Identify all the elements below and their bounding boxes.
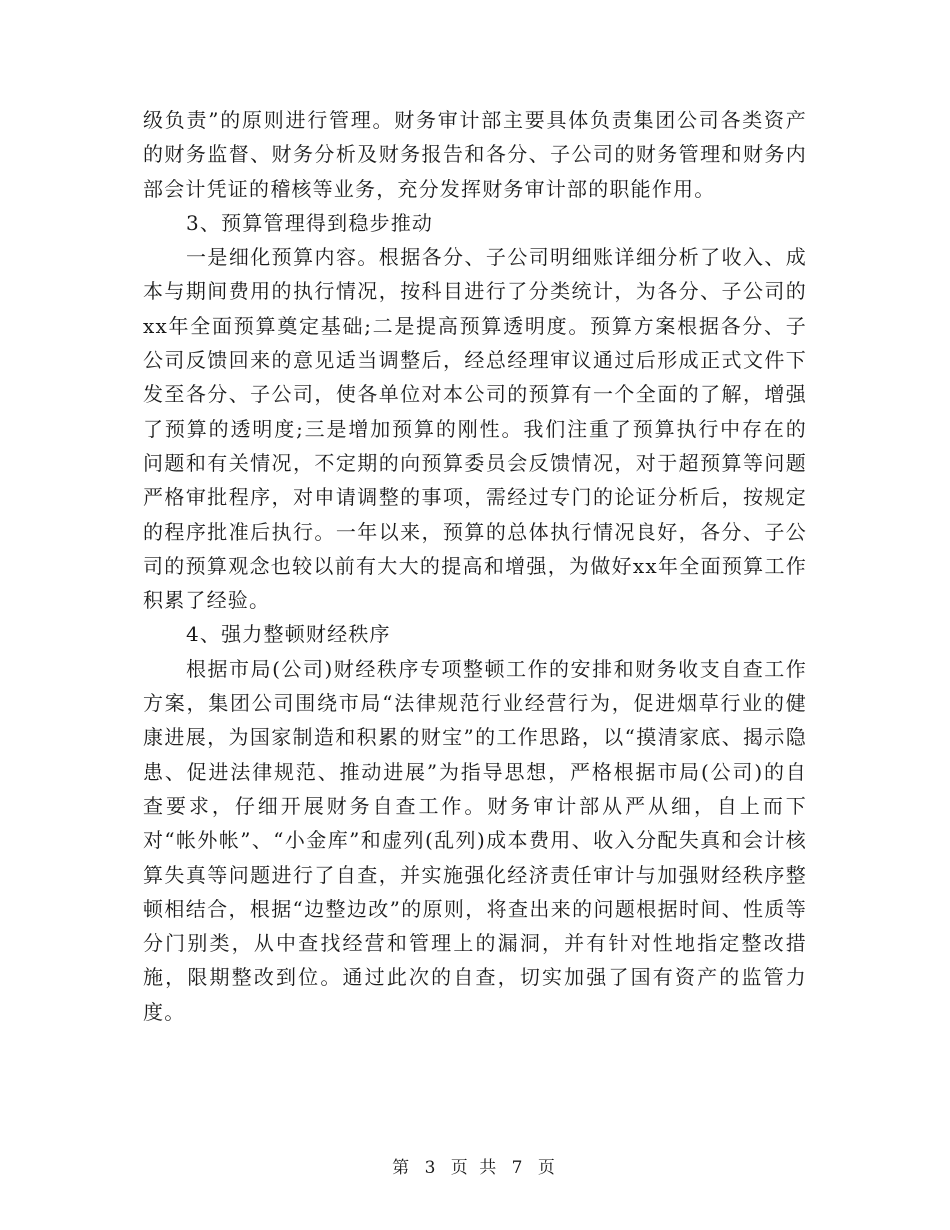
page-footer bbox=[0, 1153, 950, 1178]
section-heading-4: 4、强力整顿财经秩序 bbox=[186, 622, 391, 647]
paragraph-1: 级负责”的原则进行管理。财务审计部主要具体负责集团公司各类资产的财务监督、财务分析及财务报告和各分、子公司的财务管理和财务内部会计凭证的稽核等业务，充分发挥财务审计部的职能作用。 bbox=[143, 108, 807, 201]
footer-current-page: 3 bbox=[424, 1158, 439, 1178]
document-body bbox=[143, 103, 807, 1029]
section-heading-3: 3、预算管理得到稳步推动 bbox=[186, 210, 434, 235]
footer-prefix: 第 bbox=[392, 1158, 413, 1178]
paragraph-finance-order: 根据市局(公司)财经秩序专项整顿工作的安排和财务收支自查工作方案，集团公司围绕市局“法律规范行业经营行为，促进烟草行业的健康进展，为国家制造和积累的财宝”的工作思路，以“摸清家底、揭示隐患、促进法律规范、推动进展”为指导思想，严格根据市局(公司)的自查要求，仔细开展财务自查工作。财务审计部从严从细，自上而下对“帐外帐”、“小金库”和虚列(乱列)成本费用、收入分配失真和会计核算失真等问题进行了自查，并实施强化经济责任审计与加强财经秩序整顿相结合，根据“边整边改”的原则，将查出来的问题根据时间、性质等分门别类，从中查找经营和管理上的漏洞，并有针对性地指定整改措施，限期整改到位。通过此次的自查，切实加强了国有资产的监管力度。 bbox=[143, 656, 807, 1024]
footer-middle: 页 共 bbox=[450, 1158, 500, 1178]
footer-total-pages: 7 bbox=[511, 1158, 526, 1178]
footer-suffix: 页 bbox=[537, 1158, 558, 1178]
paragraph-budget: 一是细化预算内容。根据各分、子公司明细账详细分析了收入、成本与期间费用的执行情况，按科目进行了分类统计，为各分、子公司的xx年全面预算奠定基础;二是提高预算透明度。预算方案根据各分、子公司反馈回来的意见适当调整后，经总经理审议通过后形成正式文件下发至各分、子公司，使各单位对本公司的预算有一个全面的了解，增强了预算的透明度;三是增加预算的刚性。我们注重了预算执行中存在的问题和有关情况，不定期的向预算委员会反馈情况，对于超预算等问题严格审批程序，对申请调整的事项，需经过专门的论证分析后，按规定的程序批准后执行。一年以来，预算的总体执行情况良好，各分、子公司的预算观念也较以前有大大的提高和增强，为做好xx年全面预算工作积累了经验。 bbox=[143, 245, 807, 613]
